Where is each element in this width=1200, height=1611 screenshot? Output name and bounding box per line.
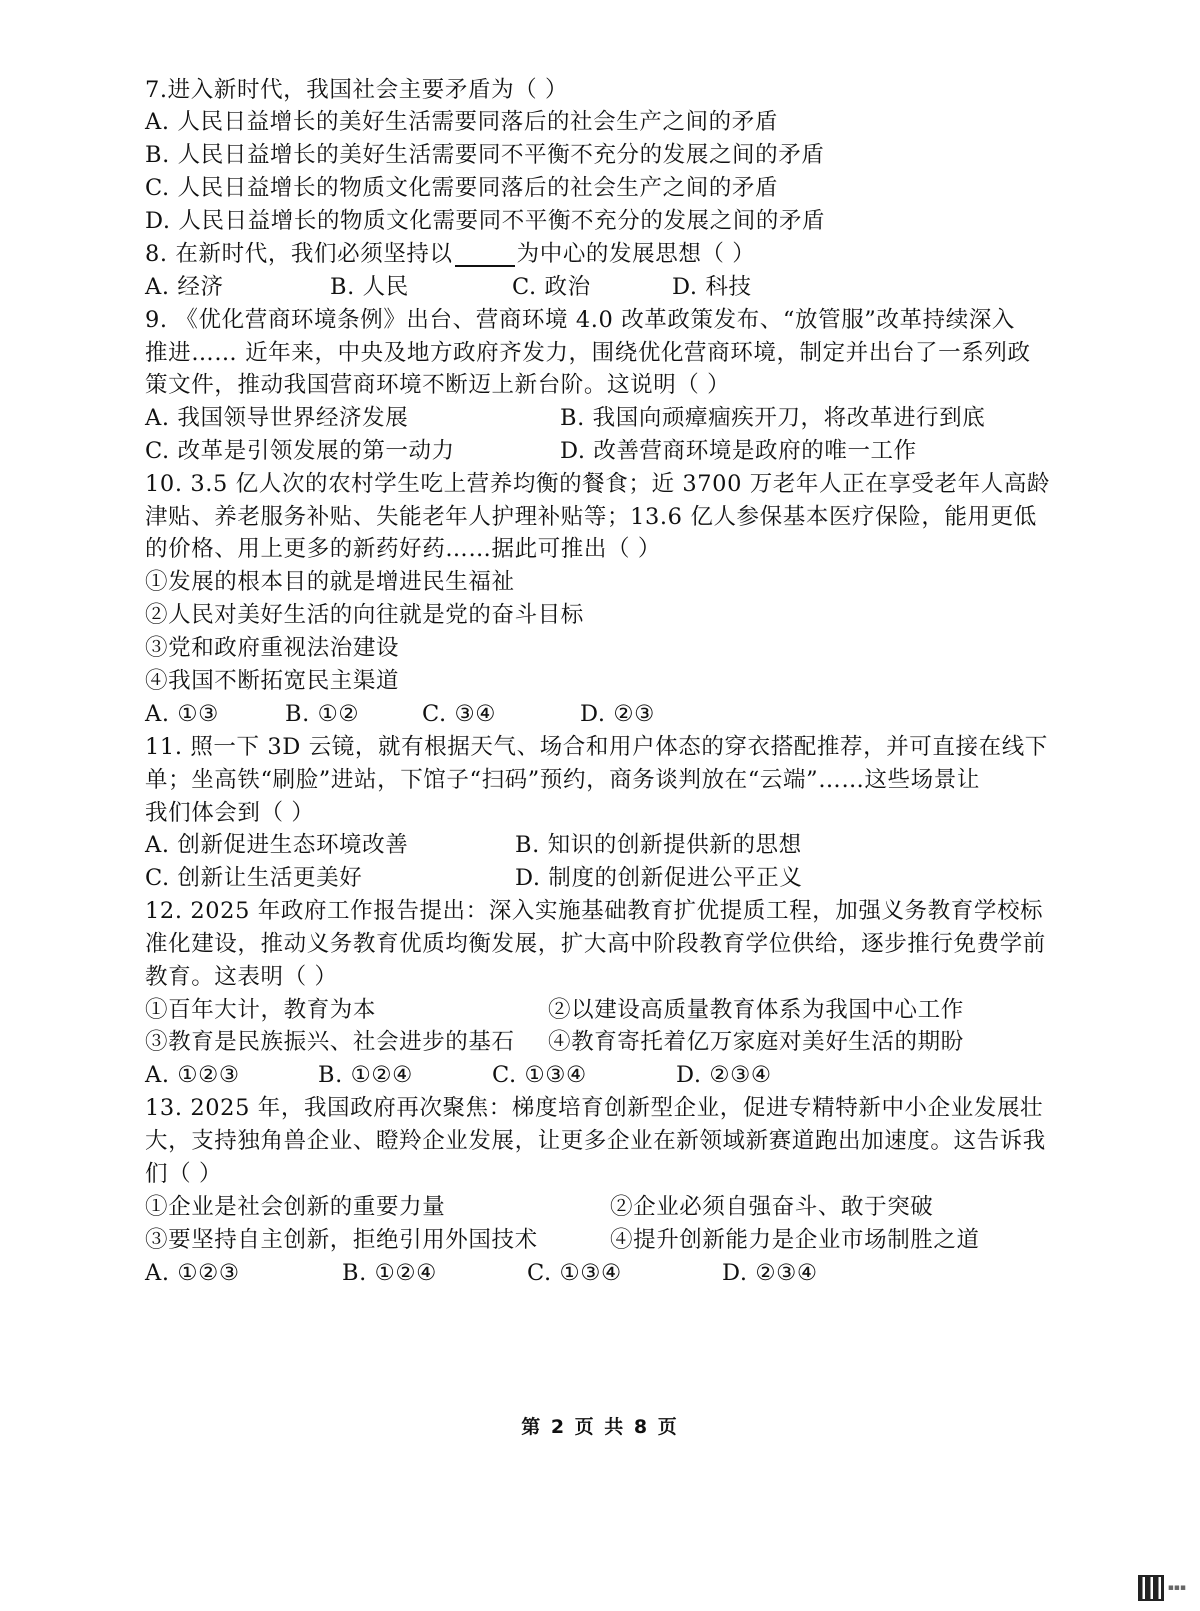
q10-option-c: C. ③④	[422, 701, 497, 727]
q10-statement-3: ③党和政府重视法治建设	[145, 635, 400, 661]
q8-option-b: B. 人民	[330, 274, 409, 300]
q9-option-a: A. 我国领导世界经济发展	[145, 405, 409, 431]
q11-option-b: B. 知识的创新提供新的思想	[515, 832, 802, 858]
q12-statement-2: ②以建设高质量教育体系为我国中心工作	[548, 997, 964, 1023]
q11-stem-line3: 我们体会到（ ）	[145, 800, 315, 826]
q13-statement-1: ①企业是社会创新的重要力量	[145, 1194, 446, 1220]
q8-option-d: D. 科技	[672, 274, 752, 300]
q7-stem: 7.进入新时代，我国社会主要矛盾为（ ）	[145, 77, 569, 103]
q10-statement-4: ④我国不断拓宽民主渠道	[145, 668, 400, 694]
q10-stem-line2: 津贴、养老服务补贴、失能老年人护理补贴等；13.6 亿人参保基本医疗保险，能用更低	[145, 504, 1037, 530]
q13-statement-2: ②企业必须自强奋斗、敢于突破	[610, 1194, 934, 1220]
q13-stem-line3: 们（ ）	[145, 1161, 223, 1187]
q10-option-b: B. ①②	[285, 701, 360, 727]
q8-stem-before: 8. 在新时代，我们必须坚持以	[145, 241, 453, 267]
q12-option-b: B. ①②④	[318, 1062, 413, 1088]
q10-stem-line3: 的价格、用上更多的新药好药……据此可推出（ ）	[145, 536, 661, 562]
q9-stem-line3: 策文件，推动我国营商环境不断迈上新台阶。这说明（ ）	[145, 372, 731, 398]
page-number: 第 2 页 共 8 页	[521, 1416, 679, 1438]
q11-option-d: D. 制度的创新促进公平正义	[515, 865, 803, 891]
q12-option-d: D. ②③④	[676, 1062, 772, 1088]
q10-statement-1: ①发展的根本目的就是增进民生福祉	[145, 569, 515, 595]
q13-statement-4: ④提升创新能力是企业市场制胜之道	[610, 1227, 980, 1253]
scanner-watermark	[1138, 1575, 1186, 1601]
q7-option-a: A. 人民日益增长的美好生活需要同落后的社会生产之间的矛盾	[145, 109, 778, 135]
fill-blank	[455, 243, 515, 267]
q13-option-d: D. ②③④	[722, 1260, 818, 1286]
q7-option-d: D. 人民日益增长的物质文化需要同不平衡不充分的发展之间的矛盾	[145, 208, 826, 234]
q10-option-d: D. ②③	[580, 701, 655, 727]
q13-stem-line1: 13. 2025 年，我国政府再次聚焦：梯度培育创新型企业，促进专精特新中小企业发展壮	[145, 1095, 1044, 1121]
q13-option-a: A. ①②③	[145, 1260, 240, 1286]
q12-statement-4: ④教育寄托着亿万家庭对美好生活的期盼	[548, 1029, 964, 1055]
q9-option-c: C. 改革是引领发展的第一动力	[145, 438, 455, 464]
q11-option-c: C. 创新让生活更美好	[145, 865, 363, 891]
q11-stem-line1: 11. 照一下 3D 云镜，就有根据天气、场合和用户体态的穿衣搭配推荐，并可直接在线下	[145, 734, 1048, 760]
q13-statement-3: ③要坚持自主创新，拒绝引用外国技术	[145, 1227, 538, 1253]
q7-option-b: B. 人民日益增长的美好生活需要同不平衡不充分的发展之间的矛盾	[145, 142, 825, 168]
q13-option-c: C. ①③④	[527, 1260, 622, 1286]
q12-statement-1: ①百年大计，教育为本	[145, 997, 377, 1023]
q12-stem-line1: 12. 2025 年政府工作报告提出：深入实施基础教育扩优提质工程，加强义务教育学校标	[145, 898, 1044, 924]
q9-stem-line1: 9. 《优化营商环境条例》出台、营商环境 4.0 改革政策发布、“放管服”改革持续深入	[145, 307, 1016, 333]
q9-option-b: B. 我国向顽瘴痼疾开刀，将改革进行到底	[560, 405, 986, 431]
q8-stem	[145, 238, 755, 270]
q10-stem-line1: 10. 3.5 亿人次的农村学生吃上营养均衡的餐食；近 3700 万老年人正在享受老年人高龄	[145, 471, 1051, 497]
q12-option-a: A. ①②③	[145, 1062, 240, 1088]
q11-stem-line2: 单；坐高铁“刷脸”进站，下馆子“扫码”预约，商务谈判放在“云端”……这些场景让	[145, 767, 980, 793]
watermark-mark: ▪▪▪	[1167, 1583, 1186, 1593]
q13-stem-line2: 大，支持独角兽企业、瞪羚企业发展，让更多企业在新领域新赛道跑出加速度。这告诉我	[145, 1128, 1046, 1154]
q10-option-a: A. ①③	[145, 701, 219, 727]
q12-option-c: C. ①③④	[492, 1062, 587, 1088]
q12-statement-3: ③教育是民族振兴、社会进步的基石	[145, 1029, 515, 1055]
q9-stem-line2: 推进…… 近年来，中央及地方政府齐发力，围绕优化营商环境，制定并出台了一系列政	[145, 340, 1031, 366]
q7-option-c: C. 人民日益增长的物质文化需要同落后的社会生产之间的矛盾	[145, 175, 779, 201]
q12-stem-line2: 准化建设，推动义务教育优质均衡发展，扩大高中阶段教育学位供给，逐步推行免费学前	[145, 931, 1046, 957]
q11-option-a: A. 创新促进生态环境改善	[145, 832, 409, 858]
qr-code-icon	[1138, 1575, 1164, 1601]
q8-stem-after: 为中心的发展思想（ ）	[516, 241, 756, 267]
q10-statement-2: ②人民对美好生活的向往就是党的奋斗目标	[145, 602, 584, 628]
q13-option-b: B. ①②④	[342, 1260, 437, 1286]
q12-stem-line3: 教育。这表明（ ）	[145, 964, 338, 990]
q8-option-c: C. 政治	[512, 274, 591, 300]
q9-option-d: D. 改善营商环境是政府的唯一工作	[560, 438, 917, 464]
q8-option-a: A. 经济	[145, 274, 224, 300]
